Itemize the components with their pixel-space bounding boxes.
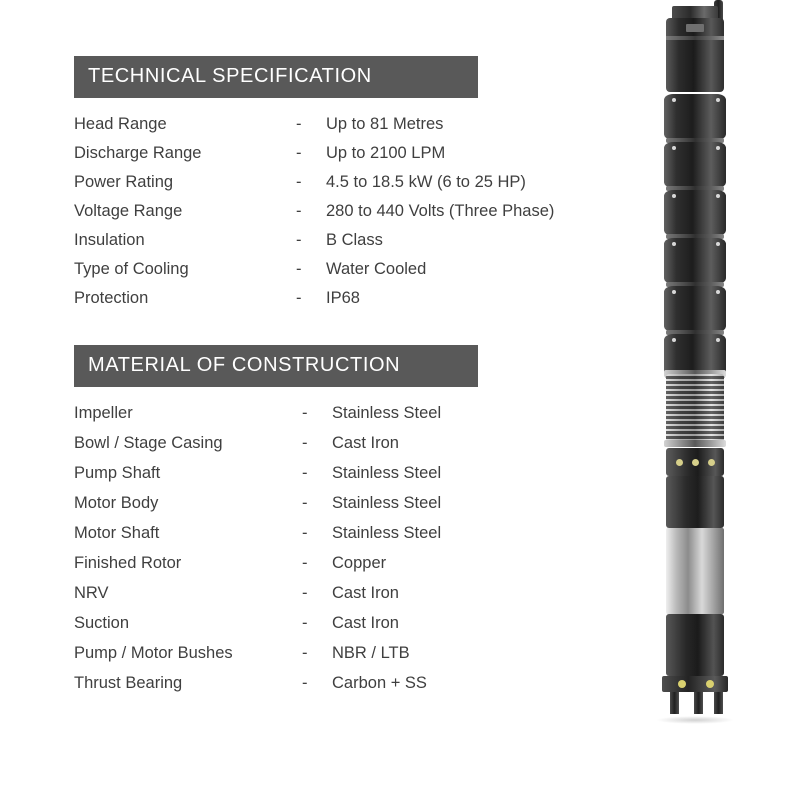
- submersible-pump-image: [636, 0, 766, 740]
- pump-suction-strainer: [666, 374, 724, 442]
- pump-nameplate: [686, 24, 704, 32]
- coupling-bolt: [676, 459, 683, 466]
- pump-suction-ring-bottom: [664, 440, 726, 447]
- spec-dash: -: [296, 260, 302, 278]
- drop-shadow: [656, 716, 734, 724]
- table-row: [74, 401, 634, 431]
- material-value: Carbon + SS: [332, 674, 427, 692]
- material-of-construction-header: MATERIAL OF CONSTRUCTION: [74, 345, 478, 387]
- material-dash: -: [302, 644, 308, 662]
- pump-head-band: [666, 36, 724, 40]
- pump-bolt: [672, 290, 676, 294]
- pump-bolt: [716, 338, 720, 342]
- table-row: [74, 521, 634, 551]
- spec-dash: -: [296, 202, 302, 220]
- pump-bolt: [672, 338, 676, 342]
- material-dash: -: [302, 464, 308, 482]
- material-dash: -: [302, 524, 308, 542]
- pump-bolt: [672, 194, 676, 198]
- pump-bolt: [672, 242, 676, 246]
- spec-value: Up to 2100 LPM: [326, 144, 446, 162]
- spec-value: IP68: [326, 289, 360, 307]
- material-value: Stainless Steel: [332, 404, 442, 422]
- motor-base-plate: [662, 676, 728, 692]
- spec-dash: -: [296, 289, 302, 307]
- table-row: [74, 257, 634, 286]
- table-row: [74, 461, 634, 491]
- pump-bolt: [716, 146, 720, 150]
- pump-bolt: [716, 242, 720, 246]
- motor-upper-housing: [666, 476, 724, 528]
- pump-bolt: [716, 98, 720, 102]
- material-label: Impeller: [74, 404, 133, 422]
- table-row: [74, 112, 634, 141]
- spec-label: Discharge Range: [74, 144, 202, 162]
- material-value: Cast Iron: [332, 584, 399, 602]
- material-label: Finished Rotor: [74, 554, 182, 572]
- spec-label: Head Range: [74, 115, 167, 133]
- material-value: Cast Iron: [332, 434, 399, 452]
- spec-dash: -: [296, 173, 302, 191]
- table-row: [74, 581, 634, 611]
- spec-label: Power Rating: [74, 173, 174, 191]
- spec-label: Insulation: [74, 231, 145, 249]
- coupling-bolt: [708, 459, 715, 466]
- material-value: Stainless Steel: [332, 524, 442, 542]
- material-label: Motor Body: [74, 494, 159, 512]
- technical-specification-block: [74, 56, 634, 315]
- table-row: [74, 199, 634, 228]
- material-dash: -: [302, 614, 308, 632]
- spec-value: Up to 81 Metres: [326, 115, 444, 133]
- table-row: [74, 170, 634, 199]
- pump-bolt: [672, 98, 676, 102]
- spec-dash: -: [296, 144, 302, 162]
- table-row: [74, 431, 634, 461]
- table-row: [74, 141, 634, 170]
- table-row: [74, 228, 634, 257]
- spec-value: 280 to 440 Volts (Three Phase): [326, 202, 555, 220]
- material-value: Stainless Steel: [332, 494, 442, 512]
- material-dash: -: [302, 404, 308, 422]
- material-dash: -: [302, 584, 308, 602]
- coupling-bolt: [692, 459, 699, 466]
- material-dash: -: [302, 674, 308, 692]
- material-dash: -: [302, 554, 308, 572]
- material-dash: -: [302, 494, 308, 512]
- spec-dash: -: [296, 231, 302, 249]
- material-value: NBR / LTB: [332, 644, 410, 662]
- table-row: [74, 551, 634, 581]
- material-dash: -: [302, 434, 308, 452]
- material-of-construction-table: [74, 401, 634, 701]
- material-value: Stainless Steel: [332, 464, 442, 482]
- spec-value: Water Cooled: [326, 260, 427, 278]
- material-label: Pump / Motor Bushes: [74, 644, 233, 662]
- material-value: Copper: [332, 554, 387, 572]
- material-of-construction-block: [74, 345, 634, 701]
- base-leg: [714, 692, 723, 714]
- spec-dash: -: [296, 115, 302, 133]
- pump-bolt: [716, 194, 720, 198]
- base-leg: [670, 692, 679, 714]
- base-bolt: [706, 680, 714, 688]
- specification-column: [74, 56, 634, 701]
- table-row: [74, 671, 634, 701]
- spec-value: 4.5 to 18.5 kW (6 to 25 HP): [326, 173, 526, 191]
- material-label: Thrust Bearing: [74, 674, 183, 692]
- table-row: [74, 491, 634, 521]
- material-label: Motor Shaft: [74, 524, 160, 542]
- table-row: [74, 286, 634, 315]
- material-value: Cast Iron: [332, 614, 399, 632]
- table-row: [74, 641, 634, 671]
- material-label: Suction: [74, 614, 130, 632]
- technical-specification-header: TECHNICAL SPECIFICATION: [74, 56, 478, 98]
- motor-lower-housing: [666, 614, 724, 676]
- spec-label: Type of Cooling: [74, 260, 189, 278]
- table-row: [74, 611, 634, 641]
- motor-stainless-body: [666, 528, 724, 614]
- pump-bolt: [716, 290, 720, 294]
- spec-label: Voltage Range: [74, 202, 183, 220]
- material-label: Pump Shaft: [74, 464, 161, 482]
- base-leg: [694, 692, 703, 714]
- material-label: Bowl / Stage Casing: [74, 434, 223, 452]
- spec-value: B Class: [326, 231, 383, 249]
- spec-label: Protection: [74, 289, 149, 307]
- base-bolt: [678, 680, 686, 688]
- pump-bolt: [672, 146, 676, 150]
- technical-specification-table: [74, 112, 634, 315]
- material-label: NRV: [74, 584, 109, 602]
